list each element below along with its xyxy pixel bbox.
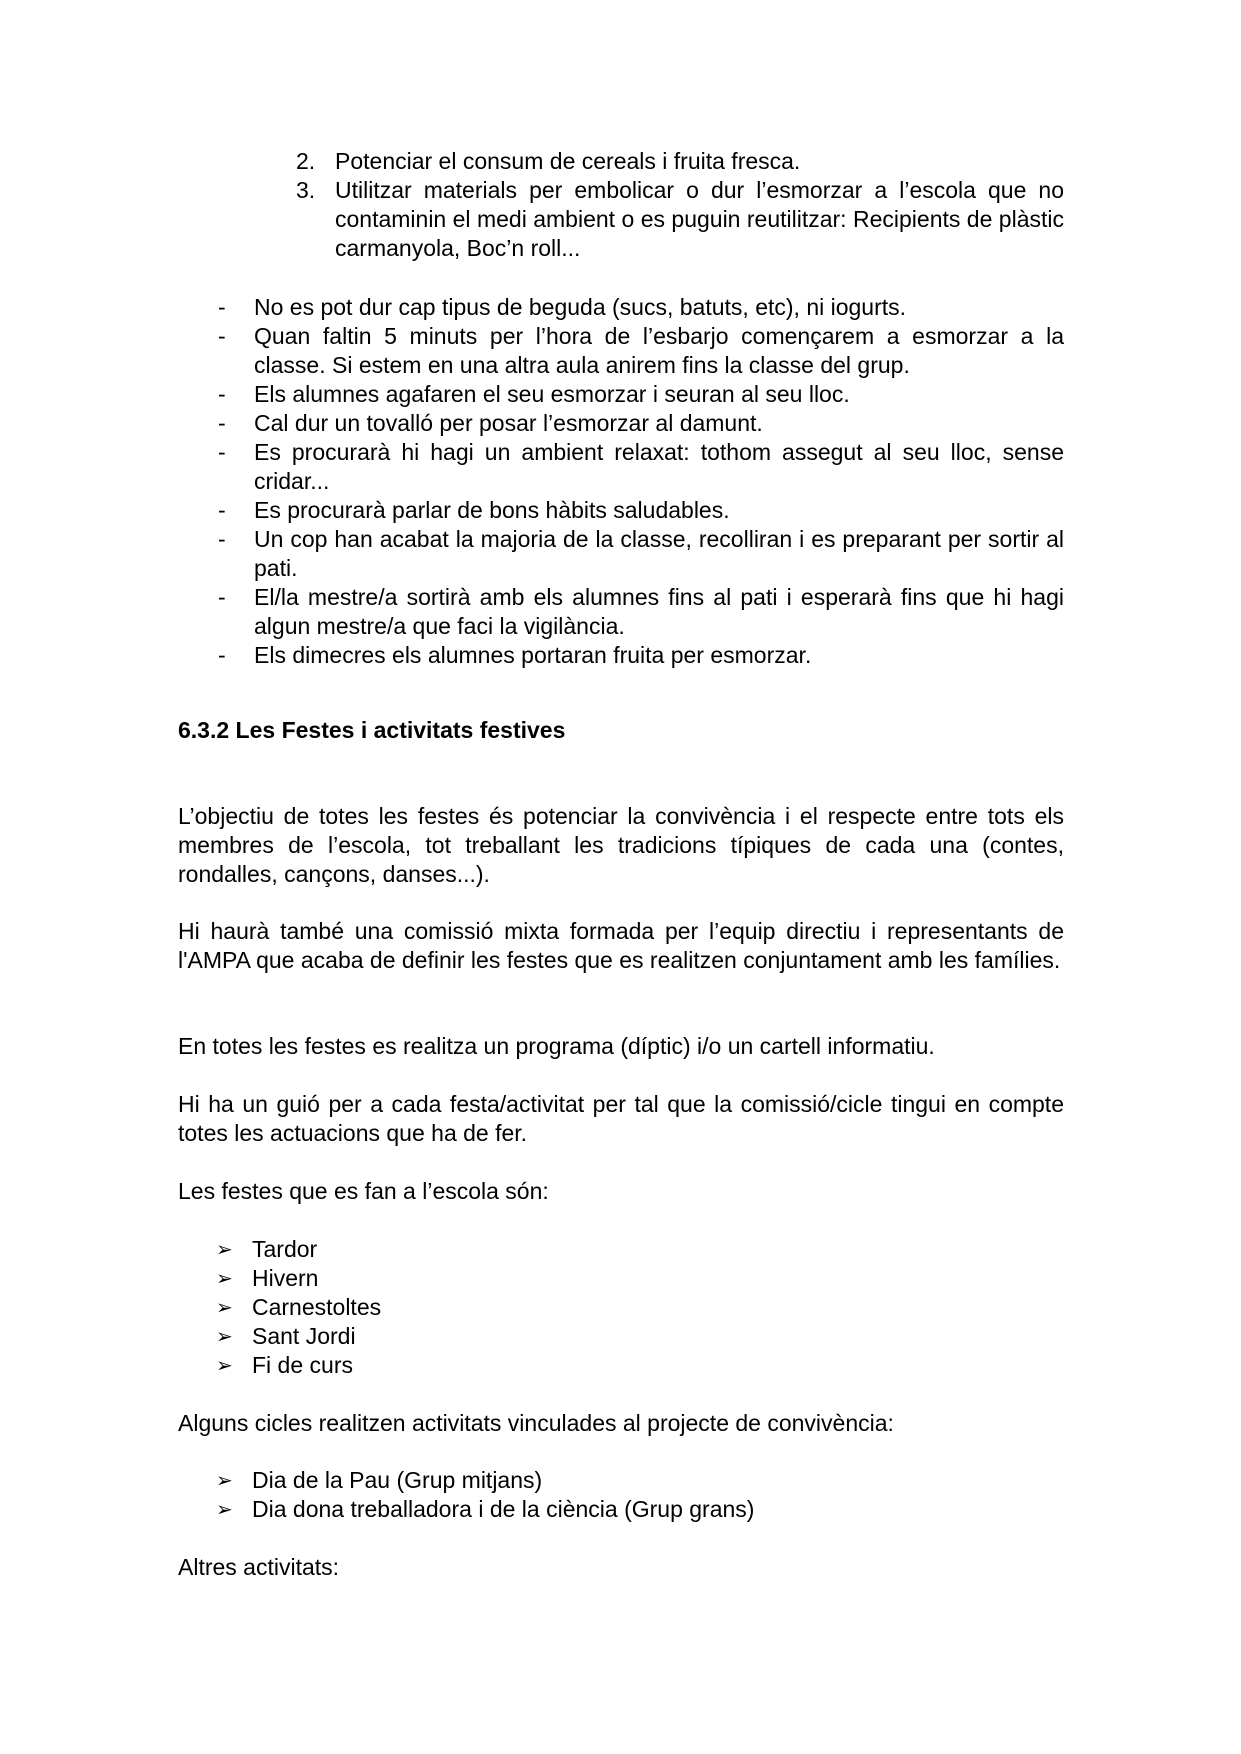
dash-marker: - [218,294,226,320]
arrow-bullet-icon: ➢ [216,1324,233,1348]
list-item-text: Els dimecres els alumnes portaran fruita per esmorzar. [254,642,812,668]
dash-marker: - [218,381,226,407]
arrow-bullet-icon: ➢ [216,1237,233,1261]
list-item-text: Hivern [252,1265,319,1291]
arrow-bullet-icon: ➢ [216,1468,233,1492]
list-item-text: El/la mestre/a sortirà amb els alumnes fins al pati i esperarà fins que hi hagi algun mestre/a que faci la vigilància. [254,584,1064,639]
paragraph: L’objectiu de totes les festes és potenciar la convivència i el respecte entre tots els membres de l’escola, tot treballant les tradicions típiques de cada una (contes, rondalles, cançons, danses...). [178,803,1064,887]
list-item-text: Quan faltin 5 minuts per l’hora de l’esbarjo començarem a esmorzar a la classe. Si estem en una altra aula anirem fins la classe del grup. [254,323,1064,378]
list-item-text: Sant Jordi [252,1323,356,1349]
section-heading: 6.3.2 Les Festes i activitats festives [178,717,566,743]
arrow-bullet-icon: ➢ [216,1497,233,1521]
dash-marker: - [218,497,226,523]
list-item-text: Dia de la Pau (Grup mitjans) [252,1467,543,1493]
list-item-text: Cal dur un tovalló per posar l’esmorzar al damunt. [254,410,763,436]
item-number: 2. [296,148,316,174]
dash-marker: - [218,526,226,552]
arrow-bullet-icon: ➢ [216,1266,233,1290]
list-item-text: Fi de curs [252,1352,353,1378]
paragraph: En totes les festes es realitza un programa (díptic) i/o un cartell informatiu. [178,1033,935,1059]
dash-marker: - [218,584,226,610]
list-item-text: Es procurarà hi hagi un ambient relaxat: tothom assegut al seu lloc, sense cridar... [254,439,1064,494]
item-number: 3. [296,177,316,203]
arrow-bullet-icon: ➢ [216,1295,233,1319]
paragraph: Altres activitats: [178,1554,340,1580]
dash-marker: - [218,410,226,436]
dash-marker: - [218,323,226,349]
list-item-text: No es pot dur cap tipus de beguda (sucs, batuts, etc), ni iogurts. [254,294,907,320]
list-item-text: Els alumnes agafaren el seu esmorzar i seuran al seu lloc. [254,381,850,407]
item-text: Potenciar el consum de cereals i fruita fresca. [335,148,801,174]
list-item-text: Dia dona treballadora i de la ciència (Grup grans) [252,1496,755,1522]
paragraph: Les festes que es fan a l’escola són: [178,1178,549,1204]
paragraph: Hi ha un guió per a cada festa/activitat per tal que la comissió/cicle tingui en compte totes les actuacions que ha de fer. [178,1091,1064,1146]
list-item-text: Es procurarà parlar de bons hàbits saludables. [254,497,730,523]
paragraph: Alguns cicles realitzen activitats vinculades al projecte de convivència: [178,1410,894,1436]
dash-marker: - [218,642,226,668]
list-item-text: Tardor [252,1236,318,1262]
arrow-bullet-icon: ➢ [216,1353,233,1377]
list-item-text: Un cop han acabat la majoria de la classe, recolliran i es preparant per sortir al pati. [254,526,1064,581]
item-text: Utilitzar materials per embolicar o dur l’esmorzar a l’escola que no contaminin el medi ambient o es puguin reutilitzar: Recipients de plàstic carmanyola, Boc’n roll... [335,177,1064,261]
list-item-text: Carnestoltes [252,1294,382,1320]
paragraph: Hi haurà també una comissió mixta formada per l’equip directiu i representants de l'AMPA que acaba de definir les festes que es realitzen conjuntament amb les famílies. [178,918,1064,973]
dash-marker: - [218,439,226,465]
